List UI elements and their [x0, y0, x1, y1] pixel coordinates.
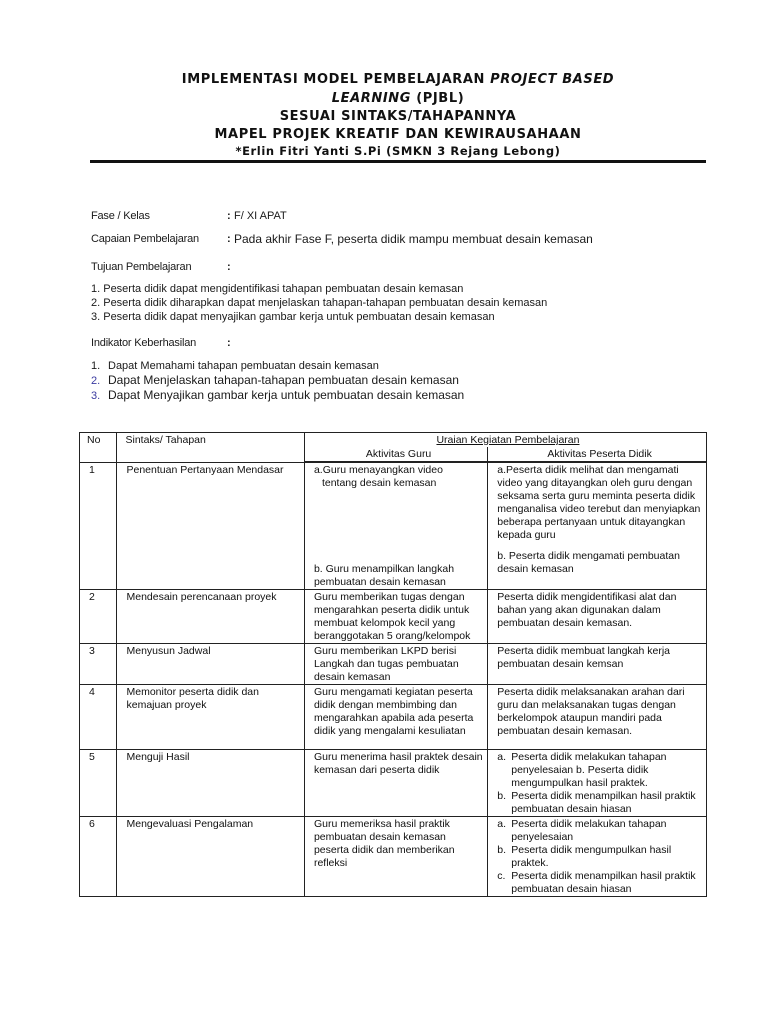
cell-siswa: Peserta didik mengidentifikasi alat dan bahan yang akan digunakan dalam pembuatan desain kemasan.: [488, 590, 707, 644]
tp-label: Tujuan Pembelajaran: [91, 261, 192, 273]
cell-spacer: [314, 490, 483, 563]
cell-siswa: [488, 750, 707, 817]
siswa-list-item: [497, 818, 702, 844]
indikator-text: Dapat Memahami tahapan pembuatan desain kemasan: [108, 360, 379, 372]
indikator-number: 1.: [91, 360, 101, 372]
title-line-2-italic: LEARNING: [331, 91, 412, 106]
cell-siswa: Peserta didik melaksanakan arahan dari guru dan melaksanakan tugas dengan berkelompok ataupun mandiri pada pembuatan desain kemasan.: [488, 685, 707, 750]
list-text: Peserta didik menampilkan hasil praktik pembuatan desain hiasan: [511, 870, 696, 895]
cell-guru: Guru menerima hasil praktek desain kemasan dari peserta didik: [304, 750, 487, 817]
table-header-row: [80, 433, 707, 448]
title-line-2: [90, 91, 706, 106]
cp-colon: :: [227, 233, 231, 245]
indikator-list: [91, 359, 464, 403]
guru-item-a: a.Guru menayangkan video: [313, 464, 443, 476]
title-line-1-main: IMPLEMENTASI MODEL PEMBELAJARAN: [181, 72, 486, 87]
cell-no: 2: [80, 590, 117, 644]
table-row: [80, 817, 707, 897]
fase-colon: :: [227, 210, 231, 222]
tujuan-list: [91, 282, 547, 324]
indikator-text: Dapat Menjelaskan tahapan-tahapan pembuatan desain kemasan: [108, 373, 459, 387]
cell-no: 1: [80, 462, 117, 590]
ik-colon: :: [227, 337, 231, 349]
cp-label: Capaian Pembelajaran: [91, 233, 199, 245]
title-line-1-italic: PROJECT BASED: [490, 72, 615, 87]
cell-siswa: Peserta didik membuat langkah kerja pembuatan desain kemsan: [488, 644, 707, 685]
header-uraian-text: Uraian Kegiatan Pembelajaran: [436, 434, 580, 446]
tujuan-item: 3. Peserta didik dapat menyajikan gambar kerja untuk pembuatan desain kemasan: [91, 311, 495, 323]
table-row: [80, 462, 707, 590]
cell-guru: Guru memberikan tugas dengan mengarahkan peserta didik untuk membuat kelompok kecil yang beranggotakan 5 orang/kelompok: [304, 590, 487, 644]
header-no: No: [80, 433, 117, 463]
tujuan-item: 2. Peserta didik diharapkan dapat menjelaskan tahapan-tahapan pembuatan desain kemasan: [91, 297, 548, 309]
cell-siswa: [488, 462, 707, 590]
cell-sintaks: Menyusun Jadwal: [117, 644, 304, 685]
cell-guru: Guru mengamati kegiatan peserta didik dengan membimbing dan mengarahkan apabila ada peserta didik yang mengalami kesuliatan: [304, 685, 487, 750]
cell-no: 6: [80, 817, 117, 897]
siswa-item-a: a.Peserta didik melihat dan mengamati video yang ditayangkan oleh guru dengan seksama serta guru meminta peserta didik menganalisa video terebut dan menyiapkan beberapa pertanyaan untuk ditayangkan kepada guru: [497, 464, 701, 541]
list-marker: c.: [497, 870, 506, 882]
cell-guru: Guru memberikan LKPD berisi Langkah dan tugas pembuatan desain kemasan: [304, 644, 487, 685]
list-marker: b.: [497, 844, 507, 856]
header-siswa: Aktivitas Peserta Didik: [488, 447, 707, 462]
indikator-item: [91, 359, 464, 373]
list-text: Peserta didik melakukan tahapan penyelesaian: [511, 818, 667, 843]
title-line-1: [90, 72, 706, 87]
tujuan-item: 1. Peserta didik dapat mengidentifikasi tahapan pembuatan desain kemasan: [91, 283, 464, 295]
indikator-item: [91, 388, 464, 403]
siswa-list-item: [497, 870, 702, 896]
list-text: Peserta didik mengumpulkan hasil praktek.: [511, 844, 672, 869]
header-guru: Aktivitas Guru: [304, 447, 487, 462]
table-row: [80, 750, 707, 817]
fase-value: F/ XI APAT: [234, 210, 287, 222]
list-marker: b.: [497, 790, 507, 802]
title-line-2-main: (PJBL): [416, 91, 465, 106]
fase-label: Fase / Kelas: [91, 210, 150, 222]
tp-colon: :: [227, 261, 231, 273]
header-rule: [90, 160, 706, 163]
list-text: Peserta didik melakukan tahapan penyelesaian b. Peserta didik mengumpulkan hasil praktek.: [511, 751, 667, 789]
indikator-number: 2.: [91, 375, 101, 387]
table-row: [80, 590, 707, 644]
table-row: [80, 644, 707, 685]
list-marker: a.: [497, 751, 507, 763]
ik-label: Indikator Keberhasilan: [91, 337, 197, 349]
guru-item-b: b. Guru menampilkan langkah pembuatan desain kemasan: [313, 563, 455, 588]
indikator-number: 3.: [91, 390, 101, 402]
cell-guru: [304, 462, 487, 590]
cell-sintaks: Penentuan Pertanyaan Mendasar: [117, 462, 304, 590]
author-line: *Erlin Fitri Yanti S.Pi (SMKN 3 Rejang Lebong): [235, 144, 561, 158]
kegiatan-table: [79, 432, 707, 897]
guru-item-a-cont: tentang desain kemasan: [321, 477, 437, 489]
cell-no: 4: [80, 685, 117, 750]
indikator-text: Dapat Menyajikan gambar kerja untuk pembuatan desain kemasan: [108, 388, 465, 402]
siswa-list-item: [497, 790, 702, 816]
title-line-3: SESUAI SINTAKS/TAHAPANNYA: [279, 109, 517, 124]
title-line-4: MAPEL PROJEK KREATIF DAN KEWIRAUSAHAAN: [214, 127, 582, 142]
indikator-item: [91, 373, 464, 388]
cp-value: Pada akhir Fase F, peserta didik mampu membuat desain kemasan: [234, 232, 593, 246]
cell-sintaks: Mendesain perencanaan proyek: [117, 590, 304, 644]
cell-siswa: [488, 817, 707, 897]
cell-no: 3: [80, 644, 117, 685]
cell-sintaks: Menguji Hasil: [117, 750, 304, 817]
siswa-list-item: [497, 844, 702, 870]
siswa-list-item: [497, 751, 702, 790]
cell-sintaks: Memonitor peserta didik dan kemajuan proyek: [117, 685, 304, 750]
cell-guru: Guru memeriksa hasil praktik pembuatan desain kemasan peserta didik dan memberikan refleksi: [304, 817, 487, 897]
siswa-item-b: b. Peserta didik mengamati pembuatan desain kemasan: [497, 550, 680, 575]
header-sintaks: Sintaks/ Tahapan: [117, 433, 304, 463]
cell-spacer: [497, 542, 702, 550]
list-marker: a.: [497, 818, 507, 830]
list-text: Peserta didik menampilkan hasil praktik pembuatan desain hiasan: [511, 790, 696, 815]
header-uraian: [304, 433, 706, 448]
table-row: [80, 685, 707, 750]
cell-no: 5: [80, 750, 117, 817]
cell-sintaks: Mengevaluasi Pengalaman: [117, 817, 304, 897]
